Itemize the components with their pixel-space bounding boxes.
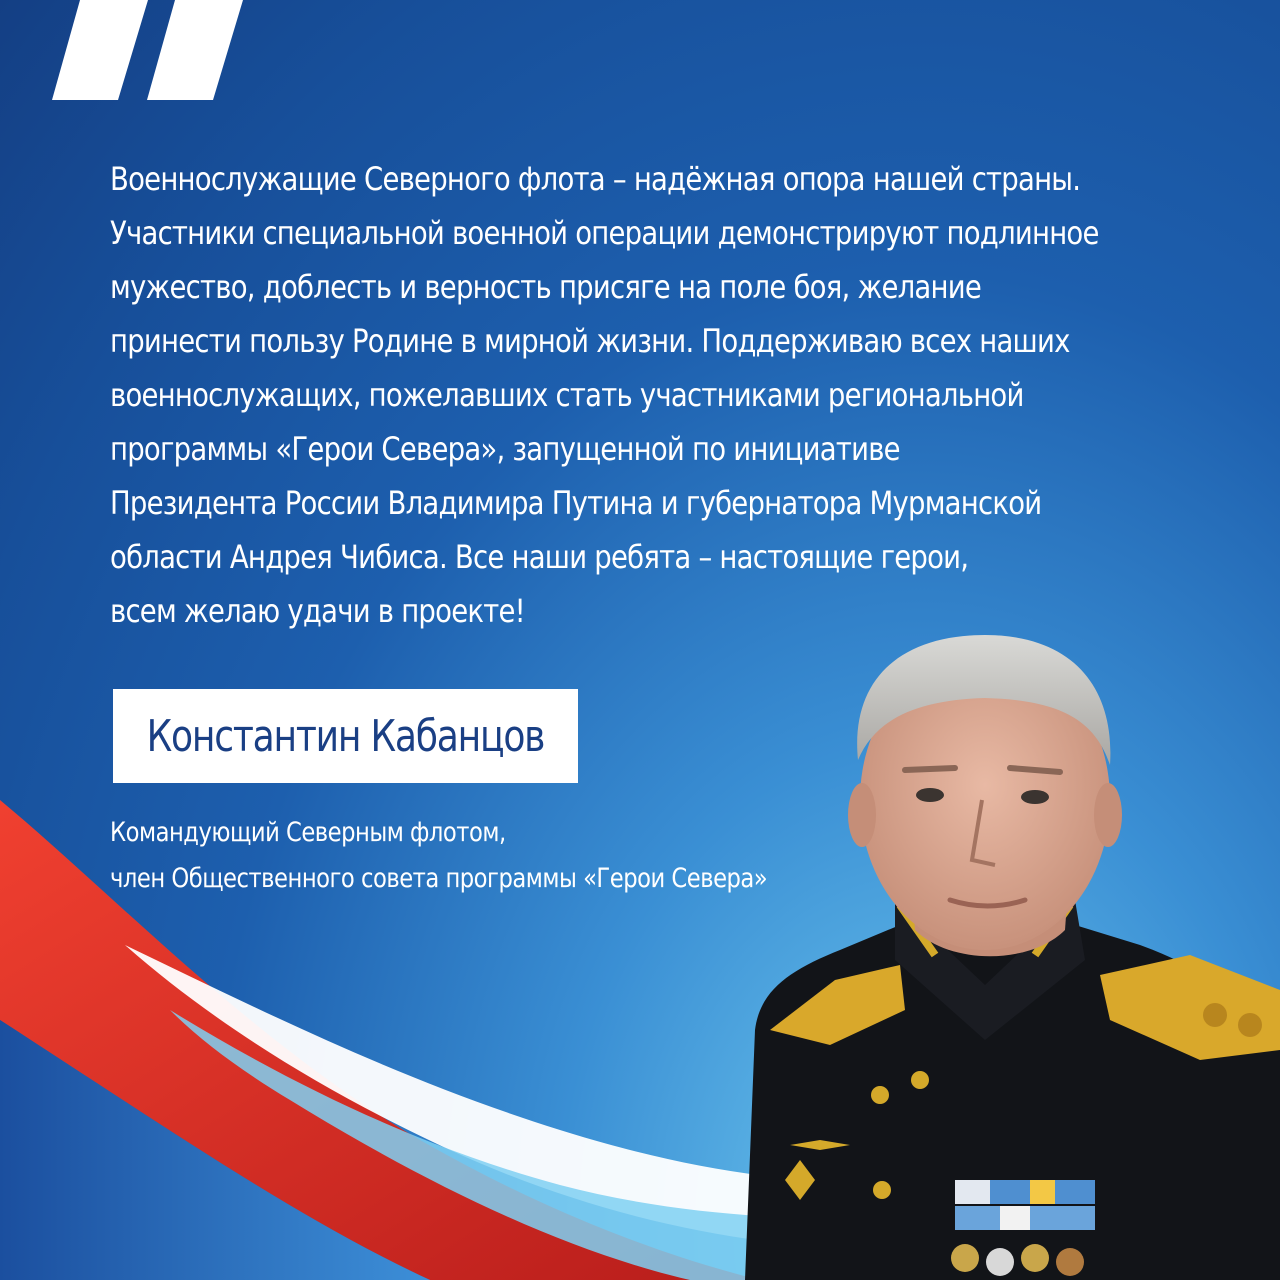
quote-line: всем желаю удачи в проекте! bbox=[110, 592, 525, 630]
author-name: Константин Кабанцов bbox=[146, 710, 545, 762]
quote-line: Военнослужащие Северного флота – надёжная опора нашей страны. bbox=[110, 160, 1081, 198]
quote-line: принести пользу Родине в мирной жизни. Поддерживаю всех наших bbox=[110, 322, 1070, 360]
quote-line: области Андрея Чибиса. Все наши ребята – настоящие герои, bbox=[110, 538, 969, 576]
quote-line: военнослужащих, пожелавших стать участниками региональной bbox=[110, 376, 1024, 414]
quote-line: Президента России Владимира Путина и губернатора Мурманской bbox=[110, 484, 1042, 522]
quote-line: Участники специальной военной операции демонстрируют подлинное bbox=[110, 214, 1099, 252]
author-name-box bbox=[113, 689, 578, 783]
author-role-line: член Общественного совета программы «Герои Севера» bbox=[110, 863, 768, 894]
author-role-line: Командующий Северным флотом, bbox=[110, 817, 506, 848]
author-role bbox=[110, 810, 767, 902]
quote-line: мужество, доблесть и верность присяге на поле боя, желание bbox=[110, 268, 982, 306]
quote-line: программы «Герои Севера», запущенной по инициативе bbox=[110, 430, 900, 468]
